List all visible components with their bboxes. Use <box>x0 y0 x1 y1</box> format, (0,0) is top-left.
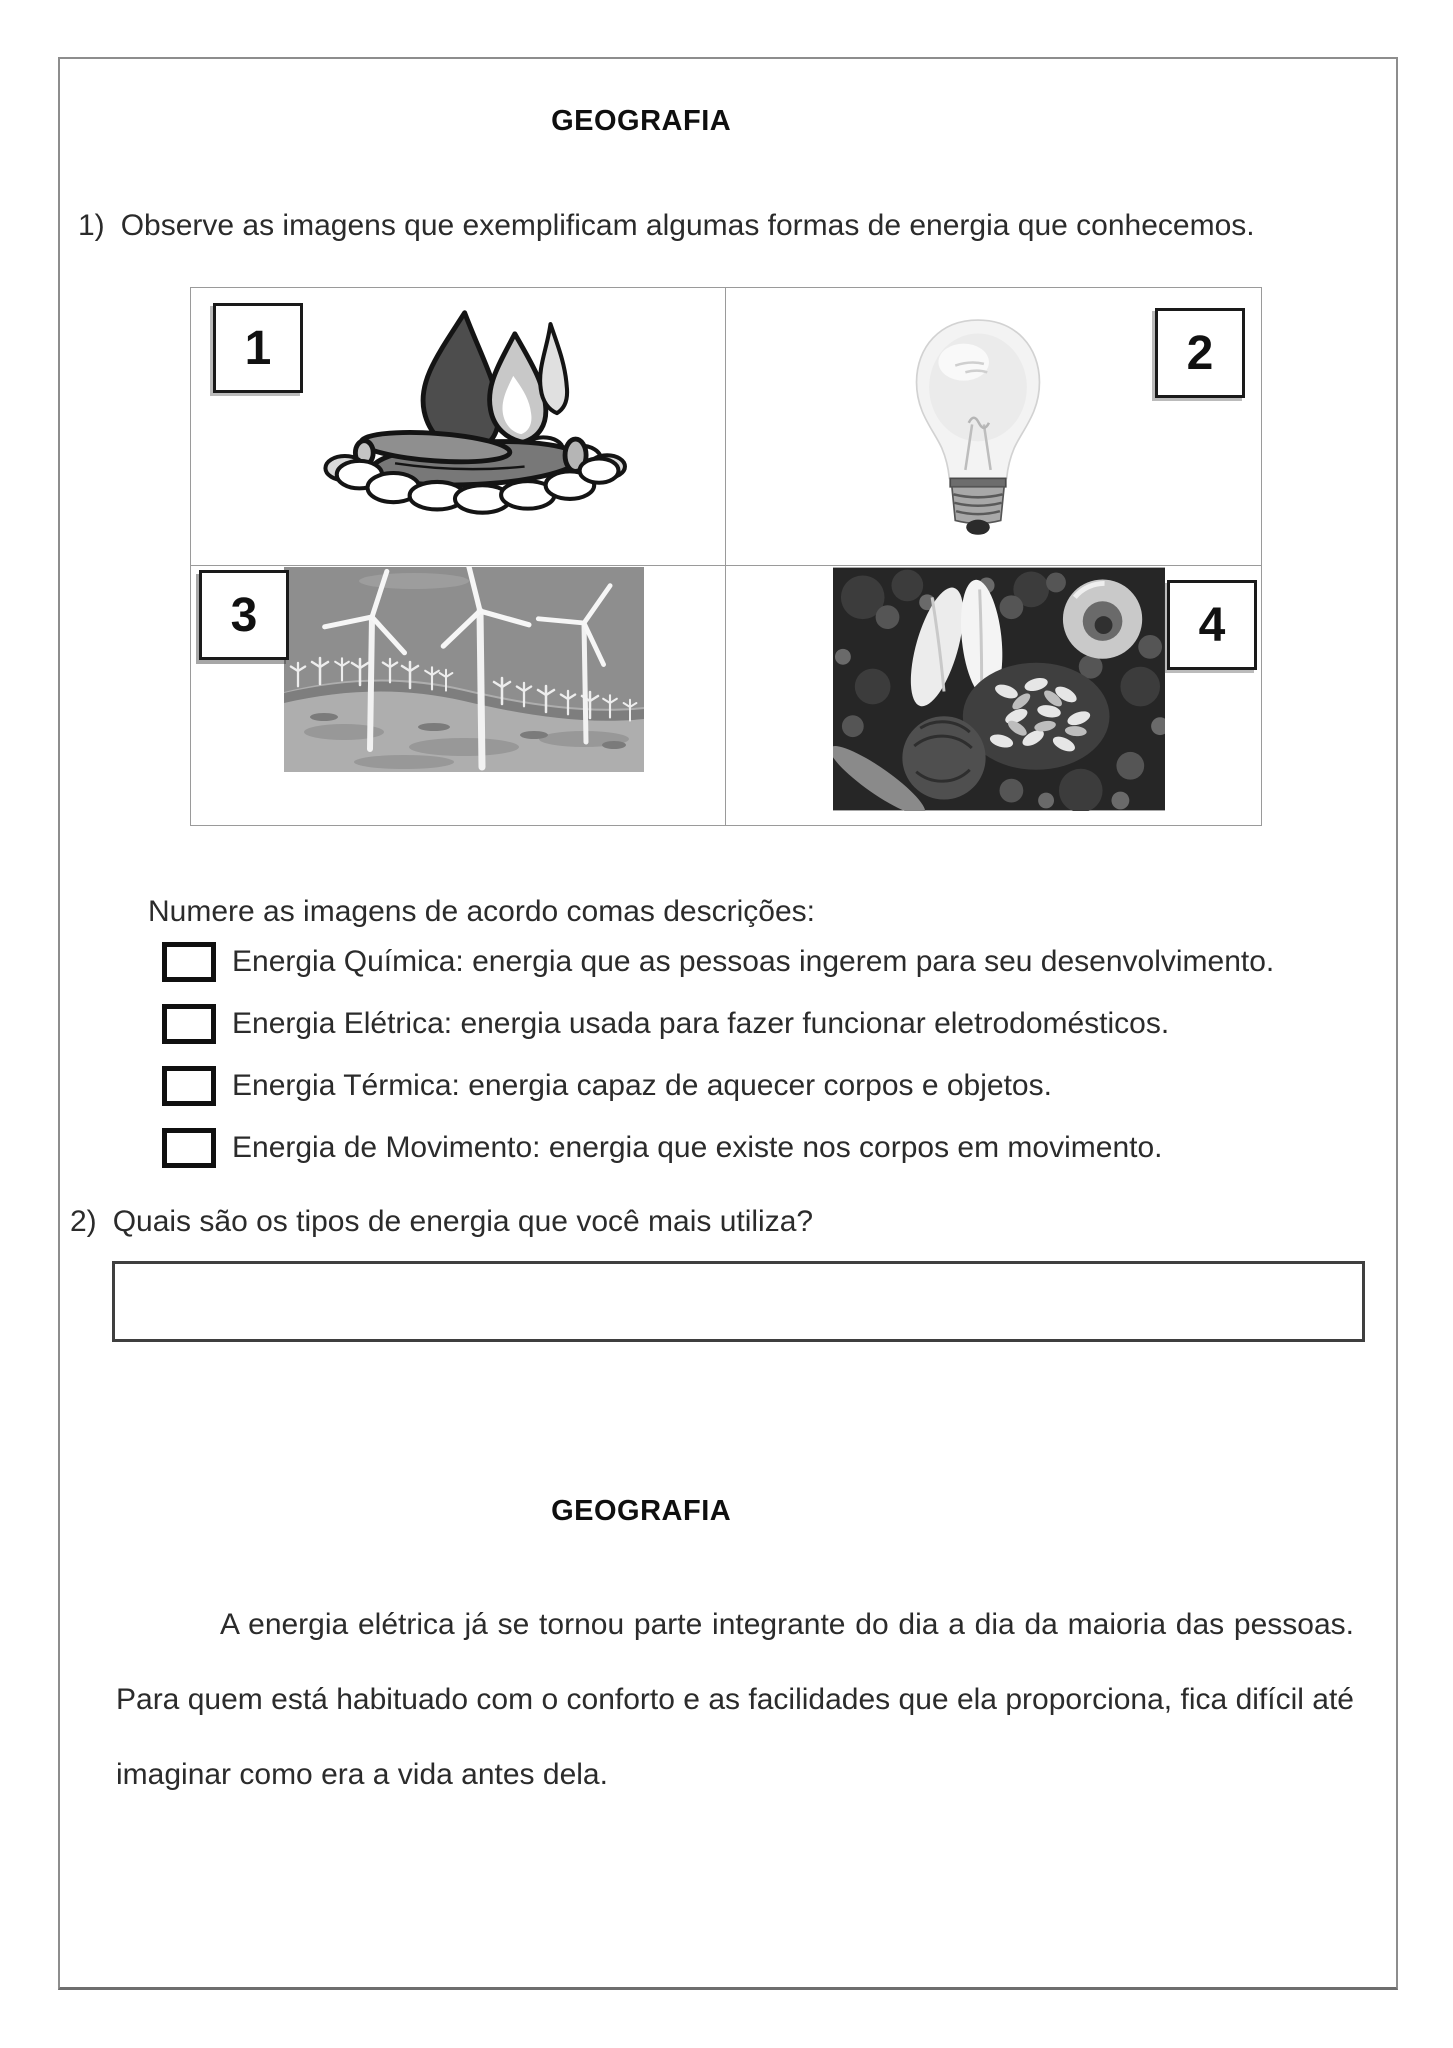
checklist-item-label: Energia Elétrica: energia usada para fazer funcionar eletrodomésticos. <box>232 1007 1170 1040</box>
checklist-item-movimento <box>162 1128 1382 1168</box>
numbering-instruction: Numere as imagens de acordo comas descrições: <box>148 895 815 928</box>
energy-checklist <box>162 942 1382 1190</box>
question-1 <box>78 209 1378 243</box>
image-number-text: 3 <box>230 588 258 642</box>
question-2 <box>70 1205 1370 1239</box>
light-bulb-photo <box>898 296 1058 558</box>
answer-checkbox-eletrica[interactable] <box>162 1004 216 1044</box>
reading-paragraph: A energia elétrica já se tornou parte integrante do dia a dia da maioria das pessoas. Para quem está habituado com o conforto e as facilidades que ela proporciona, fica difícil até imaginar como era a vida antes dela. <box>116 1608 1354 1791</box>
grid-cell-food <box>726 566 1261 825</box>
checklist-item-label: Energia de Movimento: energia que existe nos corpos em movimento. <box>232 1131 1163 1164</box>
checklist-item-termica <box>162 1066 1382 1106</box>
question-1-number: 1) <box>78 209 105 242</box>
question-1-text: Observe as imagens que exemplificam algumas formas de energia que conhecemos. <box>120 209 1255 242</box>
q2-answer-field[interactable] <box>112 1261 1365 1342</box>
image-number-label-2 <box>1155 308 1245 398</box>
answer-checkbox-termica[interactable] <box>162 1066 216 1106</box>
image-number-label-3 <box>199 570 289 660</box>
vegetables-photo <box>833 567 1165 811</box>
question-2-text: Quais são os tipos de energia que você mais utiliza? <box>112 1205 814 1238</box>
grid-cell-campfire <box>191 288 726 566</box>
section2-title: GEOGRAFIA <box>551 1495 732 1527</box>
grid-cell-wind <box>191 566 726 825</box>
image-number-text: 4 <box>1198 598 1226 652</box>
checklist-item-label: Energia Térmica: energia capaz de aquecer corpos e objetos. <box>232 1069 1052 1102</box>
checklist-item-quimica <box>162 942 1382 982</box>
answer-checkbox-quimica[interactable] <box>162 942 216 982</box>
section1-title: GEOGRAFIA <box>551 105 732 137</box>
answer-checkbox-movimento[interactable] <box>162 1128 216 1168</box>
checklist-item-label: Energia Química: energia que as pessoas ingerem para seu desenvolvimento. <box>232 945 1275 978</box>
image-number-text: 2 <box>1186 326 1214 380</box>
image-number-text: 1 <box>244 321 272 375</box>
worksheet-page <box>58 57 1398 1990</box>
checklist-item-eletrica <box>162 1004 1382 1044</box>
wind-turbines-photo <box>284 567 644 772</box>
campfire-illustration <box>306 294 646 529</box>
image-number-label-1 <box>213 303 303 393</box>
energy-images-grid <box>190 287 1262 826</box>
image-number-label-4 <box>1167 580 1257 670</box>
question-2-number: 2) <box>70 1205 97 1238</box>
grid-cell-bulb <box>726 288 1261 566</box>
